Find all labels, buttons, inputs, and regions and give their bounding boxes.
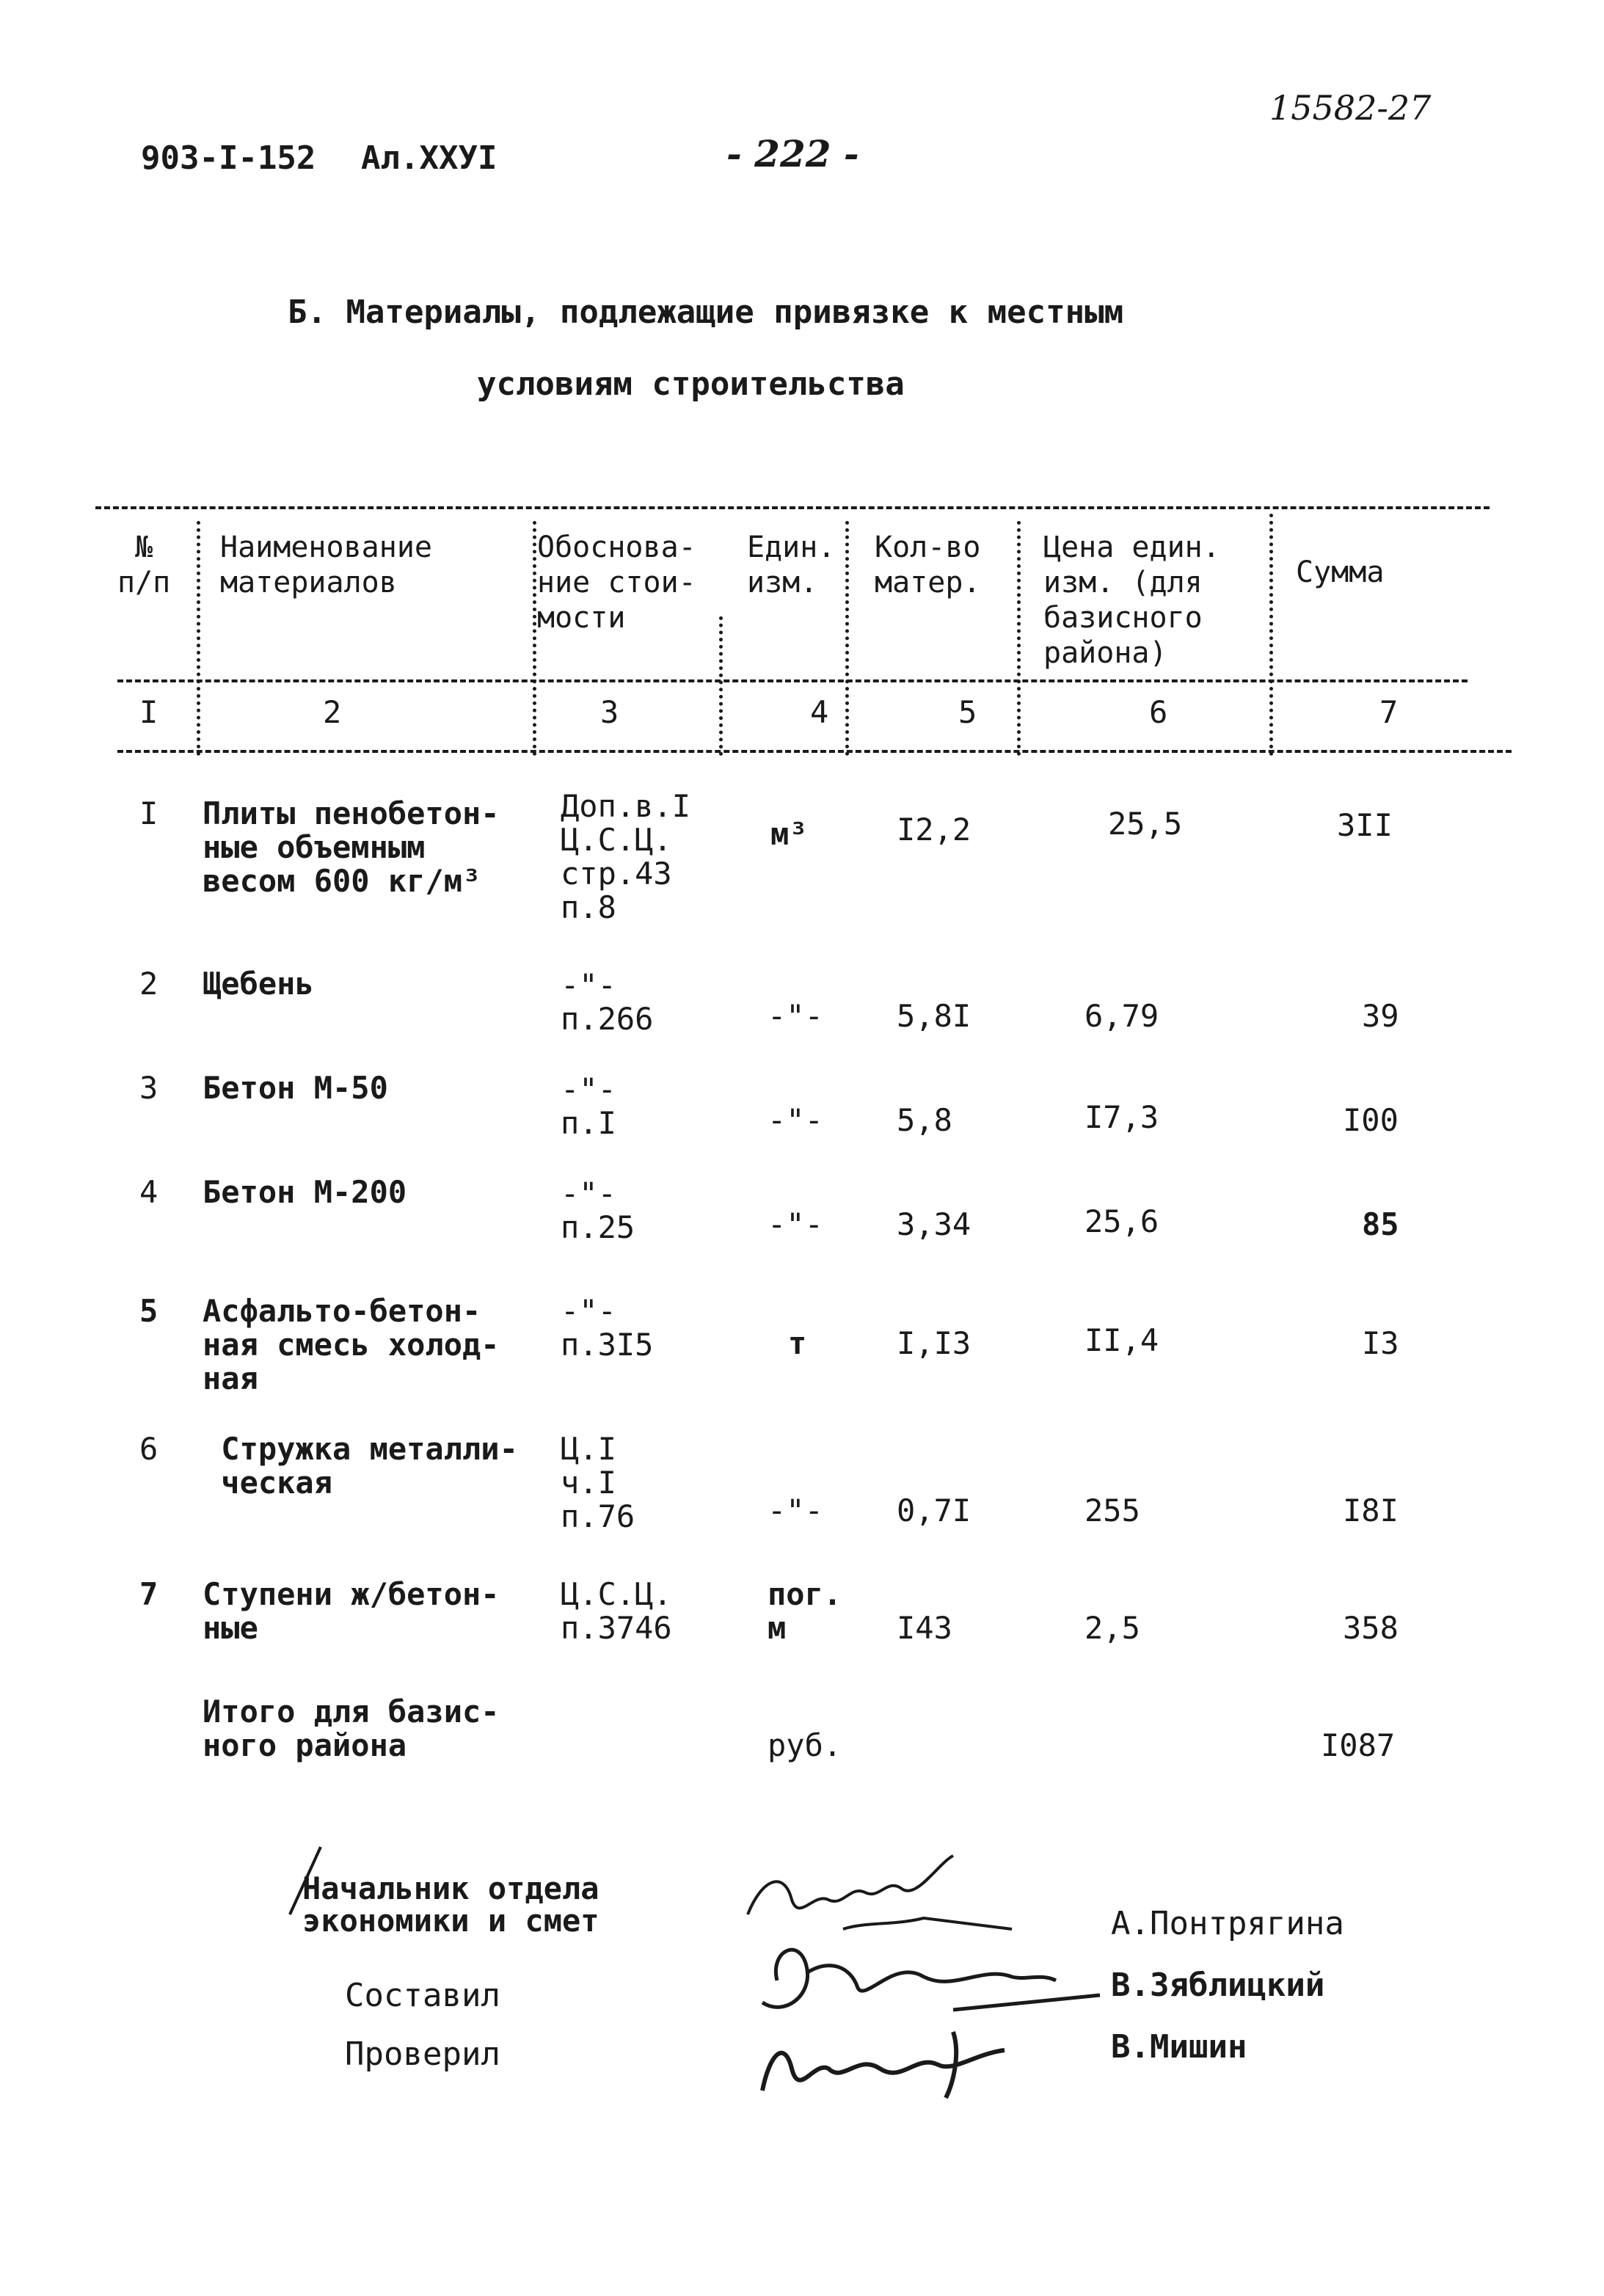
quantity: I43: [897, 1610, 952, 1646]
compiled-by-name: В.Зяблицкий: [1111, 1967, 1325, 2004]
column-divider: [197, 521, 200, 756]
column-divider: [1269, 514, 1273, 756]
quantity: 0,7I: [897, 1493, 971, 1528]
material-name: Бетон М-50: [203, 1070, 388, 1106]
material-name: Асфальто-бетон- ная смесь холод- ная: [203, 1293, 500, 1396]
unit: -"-: [768, 1493, 823, 1528]
material-name: Плиты пенобетон- ные объемным весом 600 кг/м³: [203, 795, 500, 899]
column-header-number: № п/п: [117, 531, 171, 599]
column-number: 5: [958, 694, 977, 730]
price-basis: -"- п.25: [561, 1176, 635, 1245]
row-number: 6: [139, 1431, 158, 1467]
column-number: 2: [323, 694, 342, 730]
column-divider: [719, 616, 723, 756]
unit-price: 2,5: [1084, 1610, 1140, 1646]
total-label: Итого для базис- ного района: [203, 1694, 500, 1763]
column-header-basis: Обоснова- ние стои- мости: [537, 531, 696, 635]
row-sum: I00: [1343, 1102, 1399, 1138]
row-number: 7: [139, 1576, 158, 1612]
material-name: Стружка металли- ческая: [221, 1431, 518, 1501]
column-number: 6: [1149, 694, 1168, 730]
table-column-number-rule: [117, 750, 1512, 753]
material-name: Ступени ж/бетон- ные: [203, 1576, 500, 1646]
price-basis: Доп.в.I Ц.С.Ц. стр.43 п.8: [561, 788, 691, 925]
quantity: 5,8I: [897, 998, 971, 1034]
material-name: Щебень: [203, 966, 314, 1002]
album-number: Ал.XXУI: [361, 139, 497, 177]
material-name: Бетон М-200: [203, 1174, 407, 1210]
price-basis: -"- п.266: [561, 967, 654, 1037]
document-code: 903-I-152: [141, 139, 316, 177]
quantity: 5,8: [897, 1102, 952, 1138]
total-sum: I087: [1321, 1727, 1396, 1763]
section-title-line1: Б. Материалы, подлежащие привязке к местным: [288, 294, 1124, 331]
row-number: 4: [139, 1174, 158, 1210]
column-header-price: Цена един. изм. (для базисного района): [1043, 531, 1220, 670]
column-divider: [845, 521, 849, 756]
price-basis: -"- п.3I5: [561, 1293, 654, 1363]
unit-price: I7,3: [1084, 1099, 1159, 1135]
unit: -"-: [768, 998, 823, 1034]
checked-by-label: Проверил: [345, 2036, 500, 2073]
head-of-department-name: А.Понтрягина: [1111, 1905, 1344, 1942]
row-number: 3: [139, 1070, 158, 1106]
column-header-unit: Един. изм.: [747, 531, 836, 599]
unit: м³: [770, 816, 808, 852]
page-number: - 222 -: [726, 132, 859, 175]
quantity: I2,2: [897, 812, 971, 848]
row-number: 5: [139, 1293, 158, 1329]
unit: т: [788, 1325, 807, 1361]
row-sum: 39: [1362, 998, 1399, 1034]
compiled-by-label: Составил: [345, 1977, 500, 2014]
price-basis: Ц.С.Ц. п.3746: [561, 1576, 672, 1646]
column-number: 3: [600, 694, 619, 730]
price-basis: -"- п.I: [561, 1071, 616, 1141]
row-sum: 85: [1362, 1206, 1399, 1242]
checked-by-name: В.Мишин: [1111, 2028, 1247, 2066]
row-number: I: [139, 795, 158, 831]
column-header-sum: Сумма: [1296, 555, 1385, 589]
row-sum: I3: [1362, 1325, 1399, 1361]
head-of-department-title: Начальник отдела экономики и смет: [302, 1870, 599, 1939]
unit: -"-: [768, 1102, 823, 1138]
archive-stamp: 15582-27: [1269, 88, 1432, 128]
table-header-rule: [117, 679, 1468, 682]
quantity: 3,34: [897, 1206, 971, 1242]
column-divider: [1017, 521, 1021, 756]
column-number: I: [139, 694, 158, 730]
unit-price: 25,6: [1084, 1203, 1159, 1239]
column-header-name: Наименование материалов: [220, 531, 432, 599]
unit-price: 6,79: [1084, 998, 1159, 1034]
column-number: 4: [810, 694, 829, 730]
column-number: 7: [1379, 694, 1399, 730]
unit: пог. м: [768, 1576, 842, 1646]
price-basis: Ц.I ч.I п.76: [561, 1431, 635, 1534]
unit-price: II,4: [1084, 1322, 1159, 1358]
section-title-line2: условиям строительства: [477, 365, 905, 403]
row-sum: 3II: [1337, 807, 1393, 843]
column-divider: [533, 521, 536, 756]
unit-price: 25,5: [1108, 806, 1183, 842]
unit-price: 255: [1084, 1493, 1140, 1528]
row-sum: I8I: [1343, 1493, 1399, 1528]
total-unit: руб.: [768, 1727, 842, 1763]
handwritten-signatures: [719, 1834, 1101, 2099]
table-top-rule: [95, 506, 1490, 509]
row-sum: 358: [1343, 1610, 1399, 1646]
unit: -"-: [768, 1206, 823, 1242]
column-header-quantity: Кол-во матер.: [875, 531, 981, 599]
quantity: I,I3: [897, 1325, 971, 1361]
row-number: 2: [139, 966, 158, 1002]
